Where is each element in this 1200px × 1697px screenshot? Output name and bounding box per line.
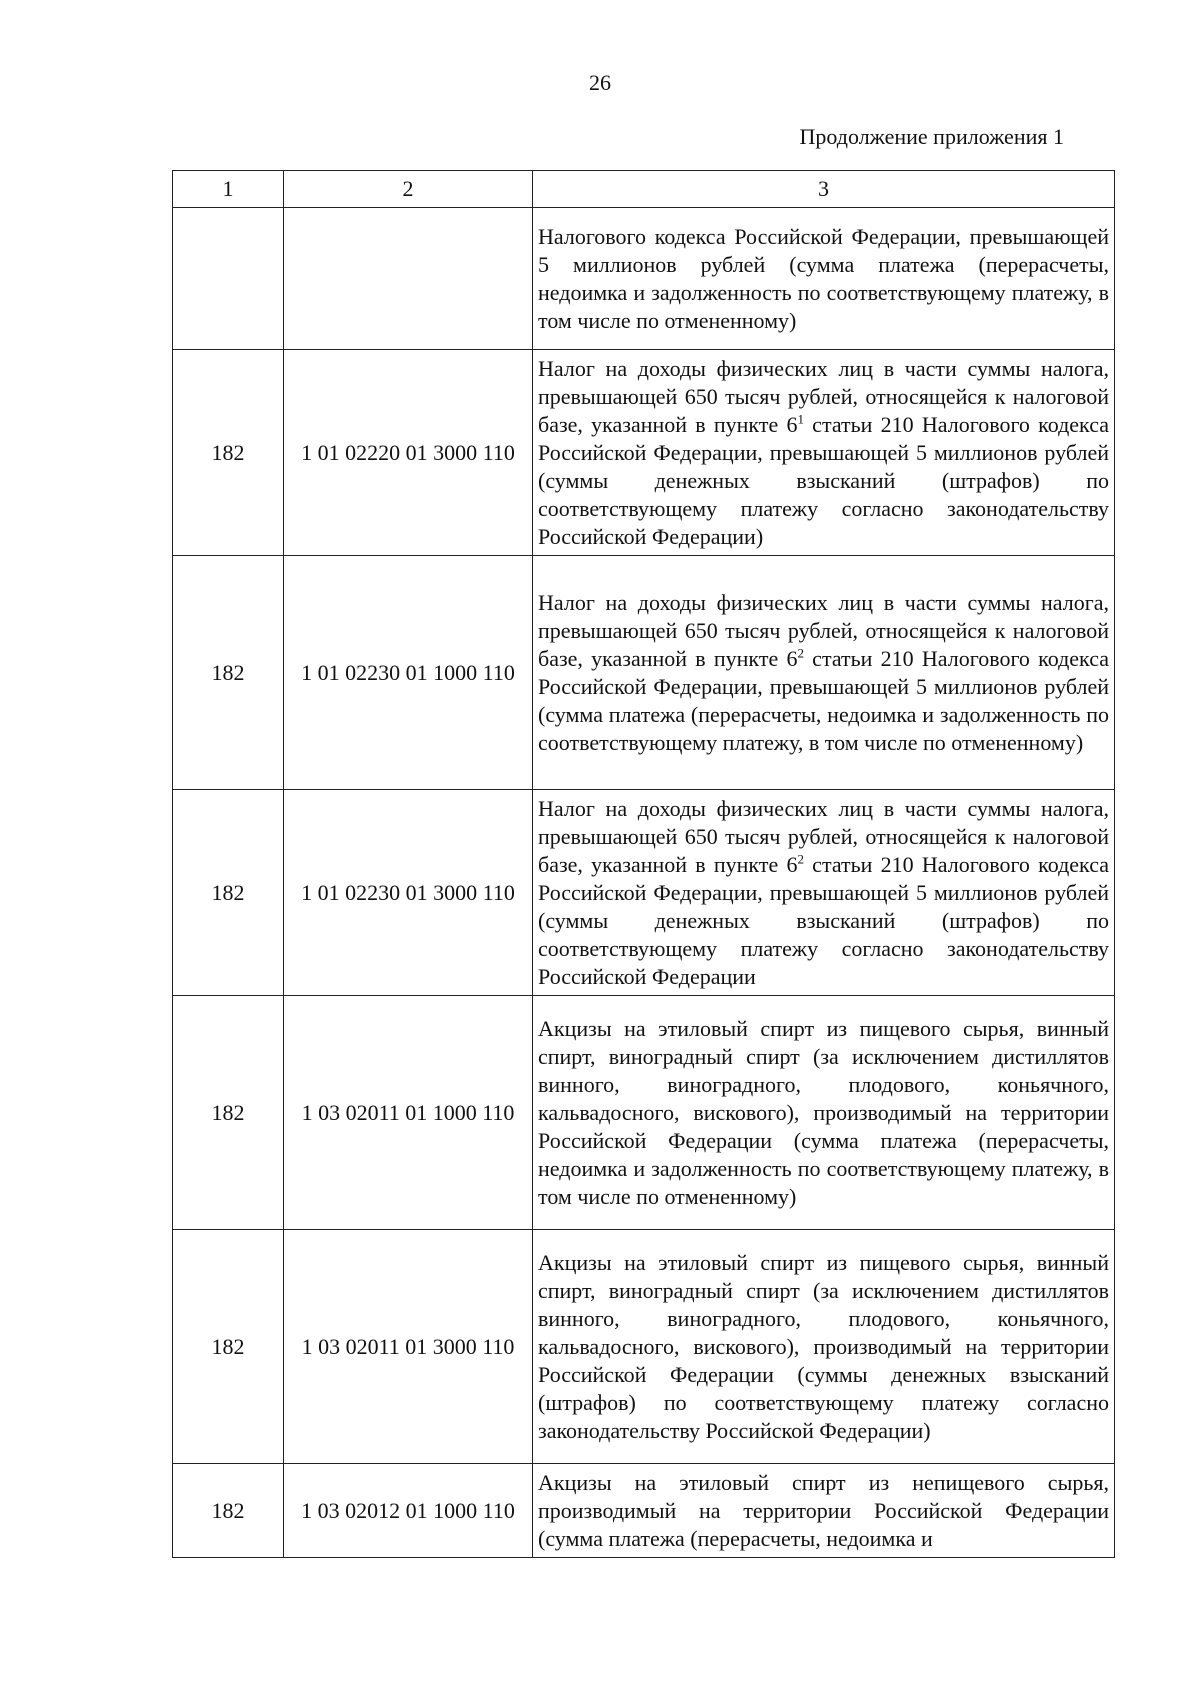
description-text-continued: статьи 210 Налогового кодекса Российской Федерации, превышающей 5 миллионов рублей (суммы денежных взысканий (штрафов) по соответствующему платежу согласно законодательству Российской Федерации) [538,411,1109,549]
table-header-row [173,171,1115,208]
table-row [173,790,1115,996]
description-text: Налог на доходы физических лиц в части суммы налога, превышающей 650 тысяч рублей, относящейся к налоговой базе, указанной в пункте 6 [538,355,1109,437]
admin-code-cell: 182 [173,1230,284,1464]
header-col-2: 2 [284,171,533,208]
admin-code-cell: 182 [173,556,284,790]
kbk-cell: 1 01 02230 01 3000 110 [284,790,533,996]
kbk-cell [284,208,533,350]
description-text: Налогового кодекса Российской Федерации, превышающей 5 миллионов рублей (сумма платежа (перерасчеты, недоимка и задолженность по соответствующему платежу, в том числе по отмененному) [538,223,1109,333]
continuation-title: Продолжение приложения 1 [799,124,1064,149]
description-cell [533,208,1115,350]
admin-code-cell: 182 [173,1464,284,1558]
admin-code-cell: 182 [173,350,284,556]
description-text: Акцизы на этиловый спирт из пищевого сырья, винный спирт, виноградный спирт (за исключением дистиллятов винного, виноградного, плодового, коньячного, кальвадосного, вискового), производимый на территории Российской Федерации (сумма платежа (перерасчеты, недоимка и задолженность по соответствующему платежу, в том числе по отмененному) [538,1015,1109,1209]
table-row [173,1464,1115,1558]
description-superscript: 2 [797,851,804,867]
table-row [173,996,1115,1230]
admin-code-cell: 182 [173,790,284,996]
header-col-1: 1 [173,171,284,208]
description-superscript: 1 [797,411,804,427]
description-text: Налог на доходы физических лиц в части суммы налога, превышающей 650 тысяч рублей, относящейся к налоговой базе, указанной в пункте 6 [538,589,1109,671]
description-cell [533,350,1115,556]
description-text: Налог на доходы физических лиц в части суммы налога, превышающей 650 тысяч рублей, относящейся к налоговой базе, указанной в пункте 6 [538,795,1109,877]
page-number: 26 [589,70,611,95]
description-cell [533,790,1115,996]
admin-code-cell: 182 [173,996,284,1230]
kbk-cell: 1 01 02230 01 1000 110 [284,556,533,790]
table-row [173,208,1115,350]
table-row [173,556,1115,790]
kbk-cell: 1 03 02012 01 1000 110 [284,1464,533,1558]
admin-code-cell [173,208,284,350]
kbk-cell: 1 03 02011 01 1000 110 [284,996,533,1230]
description-superscript: 2 [797,645,804,661]
header-col-3: 3 [533,171,1115,208]
kbk-table [172,170,1115,1558]
table-row [173,1230,1115,1464]
table-row [173,350,1115,556]
description-text-continued: статьи 210 Налогового кодекса Российской Федерации, превышающей 5 миллионов рублей (суммы денежных взысканий (штрафов) по соответствующему платежу согласно законодательству Российской Федерации [538,851,1109,989]
description-cell [533,1464,1115,1558]
description-cell [533,556,1115,790]
description-text-continued: статьи 210 Налогового кодекса Российской Федерации, превышающей 5 миллионов рублей (сумма платежа (перерасчеты, недоимка и задолженность по соответствующему платежу, в том числе по отмененному) [538,645,1109,755]
description-text: Акцизы на этиловый спирт из непищевого сырья, производимый на территории Российской Федерации (сумма платежа (перерасчеты, недоимка и [538,1469,1109,1551]
description-text: Акцизы на этиловый спирт из пищевого сырья, винный спирт, виноградный спирт (за исключением дистиллятов винного, виноградного, плодового, коньячного, кальвадосного, вискового), производимый на территории Российской Федерации (суммы денежных взысканий (штрафов) по соответствующему платежу согласно законодательству Российской Федерации) [538,1249,1109,1443]
description-cell [533,996,1115,1230]
description-cell [533,1230,1115,1464]
kbk-cell: 1 01 02220 01 3000 110 [284,350,533,556]
kbk-cell: 1 03 02011 01 3000 110 [284,1230,533,1464]
